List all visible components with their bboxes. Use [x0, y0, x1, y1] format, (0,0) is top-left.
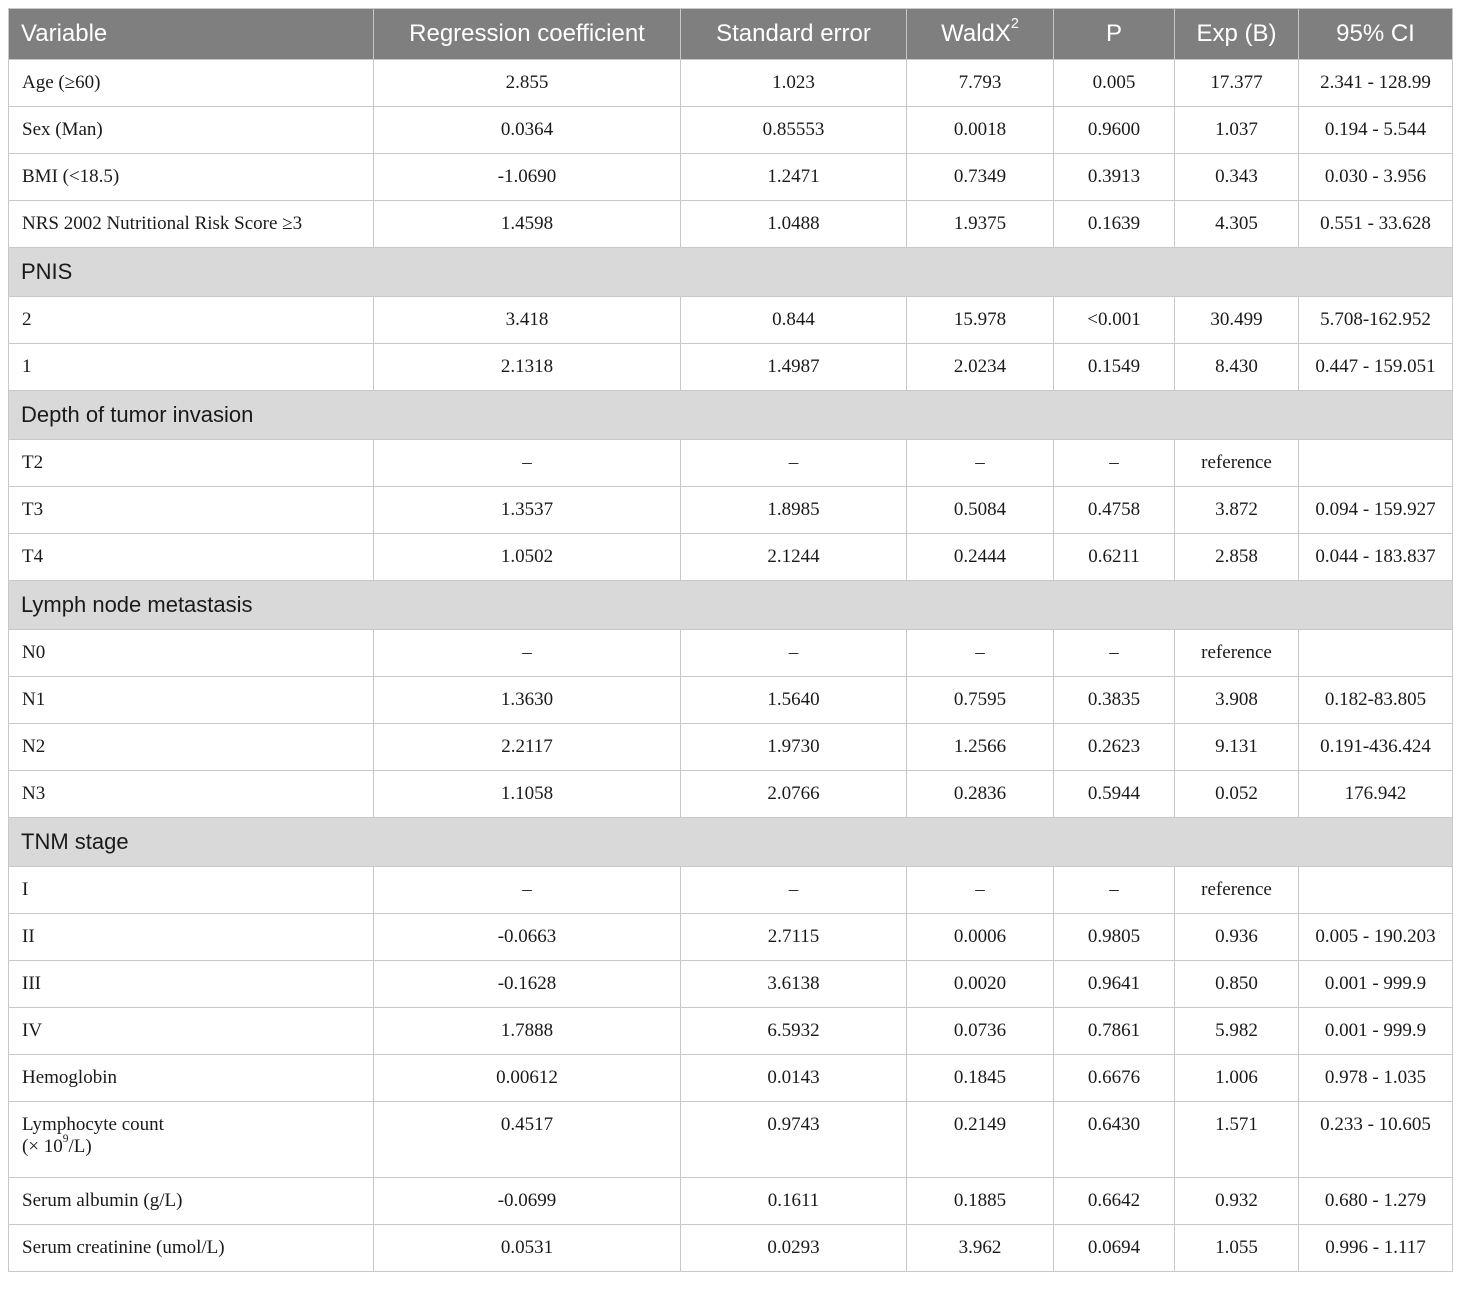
cell-ci: 0.030 - 3.956 — [1299, 154, 1453, 201]
cell-coefficient: 1.7888 — [374, 1008, 681, 1055]
cell-expb: 1.037 — [1175, 107, 1299, 154]
cell-ci: 0.447 - 159.051 — [1299, 344, 1453, 391]
cell-p: 0.7861 — [1054, 1008, 1175, 1055]
cell-p: 0.9641 — [1054, 961, 1175, 1008]
regression-table — [8, 8, 1453, 1272]
cell-expb: 0.343 — [1175, 154, 1299, 201]
cell-wald: 0.2149 — [907, 1102, 1054, 1178]
cell-coefficient: 3.418 — [374, 297, 681, 344]
cell-coefficient: 0.0364 — [374, 107, 681, 154]
cell-wald: 1.9375 — [907, 201, 1054, 248]
table-row — [9, 297, 1453, 344]
cell-wald: 0.5084 — [907, 487, 1054, 534]
cell-wald: 0.1845 — [907, 1055, 1054, 1102]
cell-variable: I — [9, 867, 374, 914]
cell-variable: Hemoglobin — [9, 1055, 374, 1102]
table-row — [9, 1055, 1453, 1102]
table-row — [9, 961, 1453, 1008]
cell-expb: reference — [1175, 440, 1299, 487]
cell-standard-error: 0.0143 — [681, 1055, 907, 1102]
cell-variable: T4 — [9, 534, 374, 581]
table-row — [9, 630, 1453, 677]
cell-p: 0.6676 — [1054, 1055, 1175, 1102]
cell-ci — [1299, 440, 1453, 487]
header-expb: Exp (B) — [1175, 9, 1299, 60]
section-row — [9, 581, 1453, 630]
header-variable: Variable — [9, 9, 374, 60]
cell-wald: 0.0006 — [907, 914, 1054, 961]
cell-wald: 0.0736 — [907, 1008, 1054, 1055]
cell-variable: II — [9, 914, 374, 961]
cell-expb: reference — [1175, 867, 1299, 914]
cell-ci: 0.001 - 999.9 — [1299, 1008, 1453, 1055]
cell-wald: 7.793 — [907, 60, 1054, 107]
cell-p: – — [1054, 440, 1175, 487]
cell-coefficient: 1.0502 — [374, 534, 681, 581]
section-label-pnis: PNIS — [9, 248, 1453, 297]
cell-standard-error: 0.844 — [681, 297, 907, 344]
cell-variable: III — [9, 961, 374, 1008]
cell-standard-error: – — [681, 440, 907, 487]
lymphocyte-label: Lymphocyte count — [22, 1114, 164, 1135]
cell-coefficient: 0.0531 — [374, 1225, 681, 1272]
lymphocyte-unit-exponent: 9 — [62, 1132, 69, 1145]
cell-standard-error: 0.1611 — [681, 1178, 907, 1225]
cell-variable: 2 — [9, 297, 374, 344]
section-row — [9, 818, 1453, 867]
cell-p: 0.6211 — [1054, 534, 1175, 581]
cell-p: 0.9600 — [1054, 107, 1175, 154]
cell-expb: 9.131 — [1175, 724, 1299, 771]
cell-expb: 2.858 — [1175, 534, 1299, 581]
cell-variable: T2 — [9, 440, 374, 487]
cell-standard-error: 1.023 — [681, 60, 907, 107]
cell-standard-error: 1.4987 — [681, 344, 907, 391]
table-row — [9, 1178, 1453, 1225]
header-p: P — [1054, 9, 1175, 60]
table-row — [9, 201, 1453, 248]
cell-standard-error: 1.5640 — [681, 677, 907, 724]
cell-variable — [9, 1102, 374, 1178]
cell-wald: 0.0018 — [907, 107, 1054, 154]
table-row — [9, 914, 1453, 961]
table-row — [9, 107, 1453, 154]
cell-ci — [1299, 630, 1453, 677]
cell-variable: N1 — [9, 677, 374, 724]
cell-expb: 0.932 — [1175, 1178, 1299, 1225]
cell-expb: 17.377 — [1175, 60, 1299, 107]
cell-wald: 2.0234 — [907, 344, 1054, 391]
cell-standard-error: – — [681, 867, 907, 914]
wald-label: WaldX — [941, 20, 1011, 47]
cell-wald: 1.2566 — [907, 724, 1054, 771]
cell-ci: 0.996 - 1.117 — [1299, 1225, 1453, 1272]
cell-variable: 1 — [9, 344, 374, 391]
cell-p: 0.005 — [1054, 60, 1175, 107]
lymphocyte-unit-suffix: /L) — [68, 1136, 92, 1157]
cell-coefficient: 2.2117 — [374, 724, 681, 771]
cell-wald: 0.7595 — [907, 677, 1054, 724]
cell-expb: 1.006 — [1175, 1055, 1299, 1102]
header-standard-error: Standard error — [681, 9, 907, 60]
cell-expb: 4.305 — [1175, 201, 1299, 248]
section-row — [9, 391, 1453, 440]
cell-expb: 1.055 — [1175, 1225, 1299, 1272]
cell-variable: N3 — [9, 771, 374, 818]
cell-p: 0.0694 — [1054, 1225, 1175, 1272]
cell-ci: 0.194 - 5.544 — [1299, 107, 1453, 154]
cell-coefficient: – — [374, 867, 681, 914]
cell-ci: 0.551 - 33.628 — [1299, 201, 1453, 248]
wald-superscript: 2 — [1010, 16, 1019, 33]
cell-p: – — [1054, 630, 1175, 677]
table-row — [9, 771, 1453, 818]
cell-ci: 5.708-162.952 — [1299, 297, 1453, 344]
cell-wald: – — [907, 630, 1054, 677]
cell-ci: 0.233 - 10.605 — [1299, 1102, 1453, 1178]
cell-p: 0.3913 — [1054, 154, 1175, 201]
cell-standard-error: 6.5932 — [681, 1008, 907, 1055]
cell-p: 0.4758 — [1054, 487, 1175, 534]
cell-p: <0.001 — [1054, 297, 1175, 344]
section-label-lymph: Lymph node metastasis — [9, 581, 1453, 630]
cell-wald: 0.2836 — [907, 771, 1054, 818]
cell-coefficient: -0.0663 — [374, 914, 681, 961]
cell-wald: 3.962 — [907, 1225, 1054, 1272]
cell-coefficient: -0.1628 — [374, 961, 681, 1008]
table-row — [9, 154, 1453, 201]
cell-p: 0.1639 — [1054, 201, 1175, 248]
cell-variable: BMI (<18.5) — [9, 154, 374, 201]
cell-coefficient: – — [374, 440, 681, 487]
cell-variable: Sex (Man) — [9, 107, 374, 154]
section-row — [9, 248, 1453, 297]
cell-expb: 3.872 — [1175, 487, 1299, 534]
table-row — [9, 487, 1453, 534]
cell-variable: Serum albumin (g/L) — [9, 1178, 374, 1225]
cell-p: 0.3835 — [1054, 677, 1175, 724]
cell-variable: Serum creatinine (umol/L) — [9, 1225, 374, 1272]
cell-wald: – — [907, 867, 1054, 914]
table-row — [9, 867, 1453, 914]
cell-ci: 0.044 - 183.837 — [1299, 534, 1453, 581]
cell-standard-error: 1.8985 — [681, 487, 907, 534]
cell-ci: 0.001 - 999.9 — [1299, 961, 1453, 1008]
section-label-depth: Depth of tumor invasion — [9, 391, 1453, 440]
cell-standard-error: 0.9743 — [681, 1102, 907, 1178]
cell-variable: IV — [9, 1008, 374, 1055]
cell-wald: 15.978 — [907, 297, 1054, 344]
table-row — [9, 724, 1453, 771]
cell-expb: reference — [1175, 630, 1299, 677]
table-row — [9, 440, 1453, 487]
table-row — [9, 1008, 1453, 1055]
cell-wald: 0.2444 — [907, 534, 1054, 581]
table-row — [9, 1225, 1453, 1272]
cell-wald: 0.7349 — [907, 154, 1054, 201]
cell-expb: 1.571 — [1175, 1102, 1299, 1178]
cell-p: 0.2623 — [1054, 724, 1175, 771]
cell-p: 0.6430 — [1054, 1102, 1175, 1178]
cell-ci: 0.182-83.805 — [1299, 677, 1453, 724]
cell-ci: 2.341 - 128.99 — [1299, 60, 1453, 107]
section-label-tnm: TNM stage — [9, 818, 1453, 867]
cell-standard-error: 1.9730 — [681, 724, 907, 771]
cell-standard-error: 2.7115 — [681, 914, 907, 961]
cell-standard-error: 0.85553 — [681, 107, 907, 154]
cell-coefficient: 1.4598 — [374, 201, 681, 248]
cell-expb: 0.052 — [1175, 771, 1299, 818]
cell-coefficient: 0.4517 — [374, 1102, 681, 1178]
table-row — [9, 534, 1453, 581]
cell-standard-error: 3.6138 — [681, 961, 907, 1008]
header-wald — [907, 9, 1054, 60]
cell-expb: 8.430 — [1175, 344, 1299, 391]
cell-coefficient: 1.3537 — [374, 487, 681, 534]
cell-ci: 0.005 - 190.203 — [1299, 914, 1453, 961]
cell-expb: 0.936 — [1175, 914, 1299, 961]
cell-ci: 176.942 — [1299, 771, 1453, 818]
cell-expb: 3.908 — [1175, 677, 1299, 724]
cell-ci: 0.978 - 1.035 — [1299, 1055, 1453, 1102]
cell-wald: 0.0020 — [907, 961, 1054, 1008]
cell-coefficient: -1.0690 — [374, 154, 681, 201]
cell-standard-error: 2.0766 — [681, 771, 907, 818]
cell-variable: T3 — [9, 487, 374, 534]
cell-variable: NRS 2002 Nutritional Risk Score ≥3 — [9, 201, 374, 248]
cell-ci: 0.094 - 159.927 — [1299, 487, 1453, 534]
cell-standard-error: 1.2471 — [681, 154, 907, 201]
table-row — [9, 344, 1453, 391]
cell-ci: 0.680 - 1.279 — [1299, 1178, 1453, 1225]
cell-coefficient: -0.0699 — [374, 1178, 681, 1225]
cell-standard-error: – — [681, 630, 907, 677]
cell-ci — [1299, 867, 1453, 914]
cell-coefficient: 2.855 — [374, 60, 681, 107]
cell-coefficient: – — [374, 630, 681, 677]
cell-p: 0.6642 — [1054, 1178, 1175, 1225]
cell-variable: N0 — [9, 630, 374, 677]
table-row — [9, 60, 1453, 107]
cell-wald: 0.1885 — [907, 1178, 1054, 1225]
table-row — [9, 1102, 1453, 1178]
header-ci: 95% CI — [1299, 9, 1453, 60]
cell-variable: Age (≥60) — [9, 60, 374, 107]
cell-p: 0.5944 — [1054, 771, 1175, 818]
cell-expb: 30.499 — [1175, 297, 1299, 344]
cell-standard-error: 1.0488 — [681, 201, 907, 248]
cell-expb: 5.982 — [1175, 1008, 1299, 1055]
cell-p: 0.1549 — [1054, 344, 1175, 391]
header-row — [9, 9, 1453, 60]
cell-standard-error: 2.1244 — [681, 534, 907, 581]
table-row — [9, 677, 1453, 724]
cell-p: 0.9805 — [1054, 914, 1175, 961]
lymphocyte-unit-prefix: (× 10 — [22, 1136, 63, 1157]
cell-ci: 0.191-436.424 — [1299, 724, 1453, 771]
cell-coefficient: 2.1318 — [374, 344, 681, 391]
header-coefficient: Regression coefficient — [374, 9, 681, 60]
cell-coefficient: 0.00612 — [374, 1055, 681, 1102]
cell-wald: – — [907, 440, 1054, 487]
cell-p: – — [1054, 867, 1175, 914]
cell-standard-error: 0.0293 — [681, 1225, 907, 1272]
cell-variable: N2 — [9, 724, 374, 771]
cell-expb: 0.850 — [1175, 961, 1299, 1008]
cell-coefficient: 1.1058 — [374, 771, 681, 818]
cell-coefficient: 1.3630 — [374, 677, 681, 724]
